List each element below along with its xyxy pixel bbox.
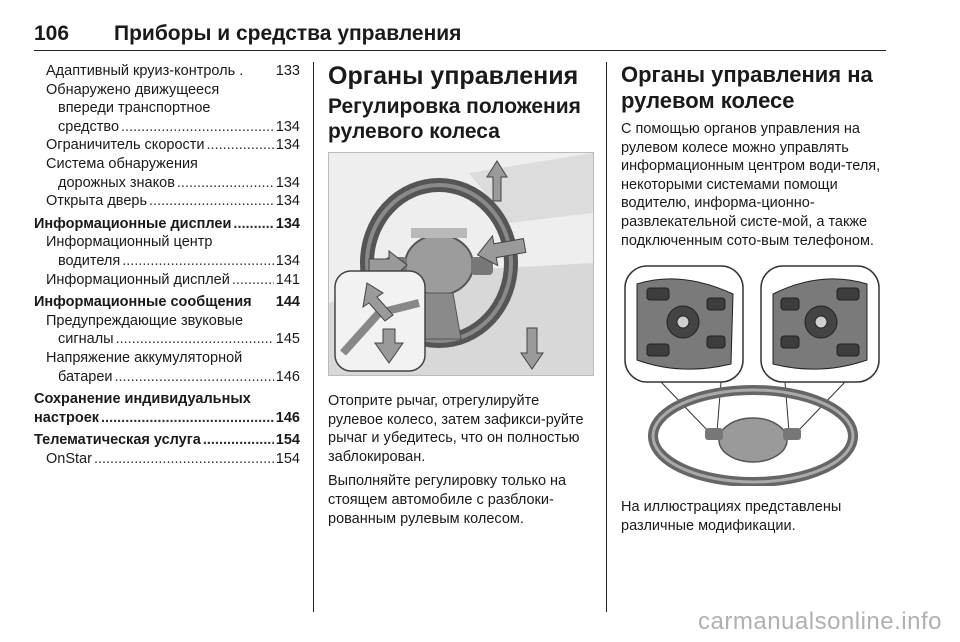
toc-entry-text: Адаптивный круиз-контроль . bbox=[46, 63, 244, 79]
toc-entry-text: настроек bbox=[34, 409, 100, 426]
column-divider bbox=[606, 62, 607, 612]
section-title bbox=[621, 62, 887, 114]
toc-entry-text: Система обнаружения bbox=[46, 155, 198, 172]
toc-entry-text: водителя bbox=[58, 252, 121, 269]
toc-entry bbox=[34, 99, 300, 118]
toc-leader-dots bbox=[232, 271, 274, 290]
toc-entry-text: Открыта дверь bbox=[46, 193, 148, 210]
toc-entry bbox=[34, 81, 300, 100]
toc-entry-page: 154 bbox=[275, 432, 300, 449]
paragraph: Отоприте рычаг, отрегулируйте рулевое колесо, затем зафикси-руйте рычаг и убедитесь, что он полностью заблокирован. bbox=[328, 393, 584, 465]
toc-entry bbox=[34, 330, 300, 349]
toc-entry-page: 134 bbox=[275, 174, 300, 191]
lever-detail-inset bbox=[335, 271, 425, 371]
paragraph: Выполняйте регулировку только на стоящем автомобиле с разблоки-рованным рулевым колесом. bbox=[328, 473, 567, 527]
section-title: Органы управления bbox=[328, 62, 579, 90]
steering-wheel-controls-image bbox=[621, 264, 885, 486]
section-title-line1: Органы управления на bbox=[621, 62, 873, 87]
toc-leader-dots bbox=[177, 174, 274, 193]
steering-adjust-illustration bbox=[328, 152, 594, 376]
toc-entry bbox=[34, 174, 300, 193]
toc-entry bbox=[34, 349, 300, 368]
steering-controls-illustration bbox=[621, 264, 885, 486]
toc-entry-text: Предупреждающие звуковые bbox=[46, 312, 244, 329]
toc-entry bbox=[34, 293, 300, 312]
toc-entry-text: Ограничитель скорости bbox=[46, 137, 205, 154]
toc-entry bbox=[34, 136, 300, 155]
watermark-text: carmanualsonline.info bbox=[698, 608, 942, 635]
toc-leader-dots bbox=[101, 409, 274, 428]
column-steering-controls bbox=[621, 62, 887, 541]
toc-entry-text: OnStar bbox=[46, 450, 92, 467]
toc-entry-page: 134 bbox=[275, 215, 300, 232]
toc-entry bbox=[34, 62, 300, 81]
toc-leader-dots bbox=[121, 118, 274, 137]
toc-entry-text: Информационный дисплей bbox=[46, 271, 230, 288]
toc-entry bbox=[34, 233, 300, 252]
toc-leader-dots bbox=[149, 192, 274, 211]
toc-entry-text: Информационные сообщения bbox=[34, 294, 252, 311]
toc-entry bbox=[34, 431, 300, 450]
column-divider bbox=[313, 62, 314, 612]
toc-entry-text: батареи bbox=[58, 368, 113, 385]
toc-entry-page: 141 bbox=[275, 271, 300, 288]
toc-entry-page: 145 bbox=[275, 331, 300, 348]
subsection-title-line2: рулевого колеса bbox=[328, 120, 500, 143]
toc-leader-dots bbox=[94, 450, 274, 469]
toc-entry-page: 134 bbox=[275, 252, 300, 269]
toc-entry-text: Информационный центр bbox=[46, 234, 213, 251]
paragraph: С помощью органов управления на рулевом колесе можно управлять информационным центром води-теля, некоторыми системами помощи водителю, информа-ционно-развлекательной систе-мой, а также подключенным сото-вым телефоном. bbox=[621, 121, 881, 249]
table-of-contents bbox=[34, 62, 300, 468]
page-number: 106 bbox=[34, 22, 70, 45]
toc-entry-page: 134 bbox=[275, 118, 300, 135]
toc-entry-page: 134 bbox=[275, 193, 300, 210]
toc-entry-text: средство bbox=[58, 118, 120, 135]
toc-entry-page: 144 bbox=[275, 294, 300, 311]
toc-entry bbox=[34, 312, 300, 331]
toc-entry bbox=[34, 271, 300, 290]
toc-entry bbox=[34, 409, 300, 428]
toc-entry-text: Обнаружено движущееся bbox=[46, 81, 220, 98]
toc-entry bbox=[34, 390, 300, 409]
toc-entry bbox=[34, 118, 300, 137]
toc-entry bbox=[34, 215, 300, 234]
section-title-line2: рулевом колесе bbox=[621, 88, 795, 113]
toc-entry-text: Сохранение индивидуальных bbox=[34, 391, 251, 408]
toc-entry-text: Телематическая услуга bbox=[34, 432, 201, 449]
toc-entry-page: 146 bbox=[275, 409, 300, 426]
toc-leader-dots bbox=[233, 215, 273, 234]
page-title: Приборы и средства управления bbox=[114, 22, 462, 45]
toc-entry bbox=[34, 155, 300, 174]
paragraph: На иллюстрациях представлены различные модификации. bbox=[621, 499, 842, 534]
toc-entry bbox=[34, 192, 300, 211]
toc-entry-page: 146 bbox=[275, 368, 300, 385]
toc-entry bbox=[34, 450, 300, 469]
column-steering-adjust bbox=[328, 62, 592, 534]
toc-entry-text: впереди транспортное bbox=[58, 100, 211, 117]
toc-entry-page: 134 bbox=[275, 137, 300, 154]
toc-leader-dots bbox=[207, 136, 274, 155]
toc-leader-dots bbox=[122, 252, 274, 271]
subsection-title bbox=[328, 94, 592, 144]
toc-entry bbox=[34, 368, 300, 387]
toc-entry-text: Напряжение аккумуляторной bbox=[46, 349, 243, 366]
toc-leader-dots bbox=[115, 368, 274, 387]
toc-entry-text: Информационные дисплеи bbox=[34, 215, 232, 232]
toc-leader-dots bbox=[116, 330, 274, 349]
toc-entry bbox=[34, 252, 300, 271]
toc-entry-page: 133 bbox=[275, 63, 300, 79]
toc-entry-text: сигналы bbox=[58, 331, 114, 348]
steering-wheel-adjust-image bbox=[329, 153, 593, 375]
toc-entry-text: дорожных знаков bbox=[58, 174, 175, 191]
toc-leader-dots bbox=[203, 431, 274, 450]
page-header bbox=[34, 22, 886, 51]
subsection-title-line1: Регулировка положения bbox=[328, 95, 581, 118]
toc-entry-page: 154 bbox=[275, 450, 300, 467]
